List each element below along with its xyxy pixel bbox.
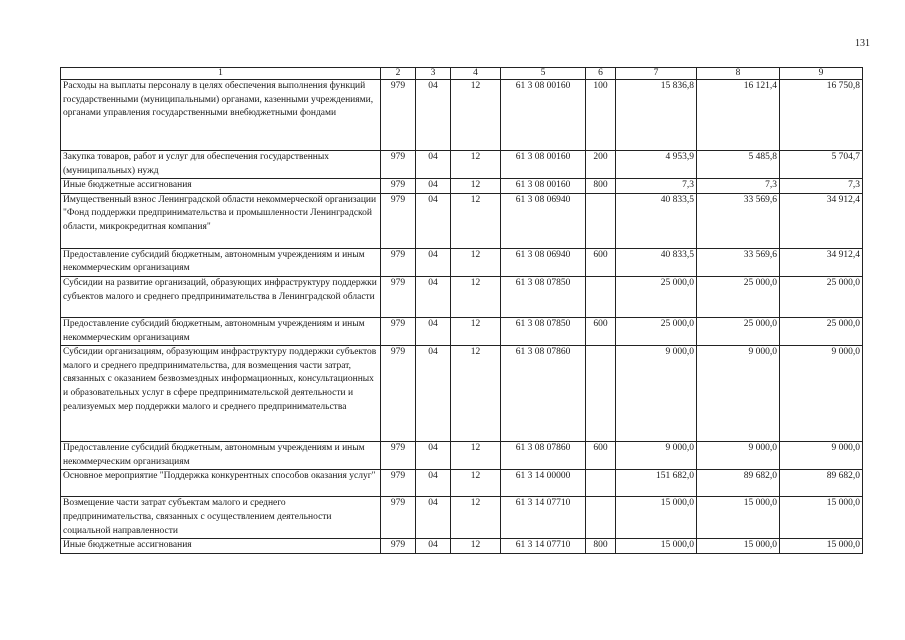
header-row [61,68,863,80]
section-cell: 04 [416,80,451,151]
amount-col8-cell: 15 000,0 [697,539,780,554]
row-name-cell: Иные бюджетные ассигнования [61,179,381,194]
expense-type-cell [586,193,616,248]
expense-type-cell: 800 [586,539,616,554]
grbs-cell: 979 [381,179,416,194]
amount-col8-cell: 89 682,0 [697,470,780,497]
amount-col7-cell: 25 000,0 [616,276,697,317]
expense-type-cell [586,346,616,442]
subsection-cell: 12 [451,276,501,317]
grbs-cell: 979 [381,80,416,151]
row-name-cell: Субсидии на развитие организаций, образующих инфраструктуру поддержки субъектов малого и среднего предпринимательства в Ленинградской области [61,276,381,317]
amount-col9-cell: 15 000,0 [780,539,863,554]
subsection-cell: 12 [451,539,501,554]
target-article-cell: 61 3 08 07850 [501,317,586,345]
row-name-cell: Иные бюджетные ассигнования [61,539,381,554]
amount-col9-cell: 15 000,0 [780,497,863,539]
row-name-cell: Возмещение части затрат субъектам малого и среднего предпринимательства, связанных с осуществлением деятельности социальной направленности [61,497,381,539]
subsection-cell: 12 [451,179,501,194]
target-article-cell: 61 3 08 00160 [501,179,586,194]
target-article-cell: 61 3 14 07710 [501,497,586,539]
column-header-5: 5 [501,68,586,80]
grbs-cell: 979 [381,442,416,470]
row-name-cell: Расходы на выплаты персоналу в целях обеспечения выполнения функций государственными (муниципальными) органами, казенными учреждениями, органами управления государственными внебюджетными фондами [61,80,381,151]
amount-col8-cell: 25 000,0 [697,317,780,345]
amount-col7-cell: 9 000,0 [616,346,697,442]
table-row [61,346,863,442]
row-name-cell: Предоставление субсидий бюджетным, автономным учреждениям и иным некоммерческим организациям [61,442,381,470]
amount-col7-cell: 7,3 [616,179,697,194]
budget-table [60,67,863,554]
table-row [61,317,863,345]
section-cell: 04 [416,179,451,194]
grbs-cell: 979 [381,346,416,442]
amount-col8-cell: 16 121,4 [697,80,780,151]
amount-col8-cell: 9 000,0 [697,442,780,470]
expense-type-cell: 600 [586,317,616,345]
amount-col8-cell: 25 000,0 [697,276,780,317]
amount-col9-cell: 7,3 [780,179,863,194]
amount-col9-cell: 34 912,4 [780,193,863,248]
section-cell: 04 [416,317,451,345]
table-row [61,179,863,194]
expense-type-cell [586,276,616,317]
table-row [61,80,863,151]
expense-type-cell: 600 [586,248,616,276]
target-article-cell: 61 3 14 00000 [501,470,586,497]
column-header-3: 3 [416,68,451,80]
amount-col7-cell: 9 000,0 [616,442,697,470]
table-row [61,470,863,497]
column-header-9: 9 [780,68,863,80]
amount-col8-cell: 15 000,0 [697,497,780,539]
amount-col9-cell: 34 912,4 [780,248,863,276]
amount-col8-cell: 5 485,8 [697,151,780,179]
table-row [61,151,863,179]
expense-type-cell [586,497,616,539]
section-cell: 04 [416,470,451,497]
grbs-cell: 979 [381,539,416,554]
amount-col7-cell: 40 833,5 [616,193,697,248]
expense-type-cell: 800 [586,179,616,194]
subsection-cell: 12 [451,248,501,276]
subsection-cell: 12 [451,346,501,442]
target-article-cell: 61 3 08 00160 [501,80,586,151]
target-article-cell: 61 3 08 07850 [501,276,586,317]
table-row [61,497,863,539]
row-name-cell: Субсидии организациям, образующим инфраструктуру поддержки субъектов малого и среднего предпринимательства, для возмещения части затрат, связанных с оказанием безвозмездных информационных, консультационных и образовательных услуг в сфере предпринимательской деятельности и реализуемых мер поддержки малого и среднего предпринимательства [61,346,381,442]
row-name-cell: Предоставление субсидий бюджетным, автономным учреждениям и иным некоммерческим организациям [61,317,381,345]
amount-col7-cell: 25 000,0 [616,317,697,345]
row-name-cell: Закупка товаров, работ и услуг для обеспечения государственных (муниципальных) нужд [61,151,381,179]
amount-col9-cell: 9 000,0 [780,346,863,442]
section-cell: 04 [416,539,451,554]
table-row [61,442,863,470]
amount-col8-cell: 33 569,6 [697,248,780,276]
grbs-cell: 979 [381,151,416,179]
amount-col8-cell: 9 000,0 [697,346,780,442]
target-article-cell: 61 3 08 07860 [501,346,586,442]
target-article-cell: 61 3 08 00160 [501,151,586,179]
table-row [61,248,863,276]
amount-col9-cell: 25 000,0 [780,317,863,345]
grbs-cell: 979 [381,317,416,345]
column-header-2: 2 [381,68,416,80]
expense-type-cell: 600 [586,442,616,470]
subsection-cell: 12 [451,151,501,179]
column-header-4: 4 [451,68,501,80]
table-row [61,193,863,248]
page-number: 131 [855,38,870,49]
expense-type-cell: 200 [586,151,616,179]
row-name-cell: Основное мероприятие "Поддержка конкурентных способов оказания услуг" [61,470,381,497]
amount-col7-cell: 15 000,0 [616,539,697,554]
section-cell: 04 [416,193,451,248]
grbs-cell: 979 [381,248,416,276]
target-article-cell: 61 3 08 07860 [501,442,586,470]
expense-type-cell [586,470,616,497]
amount-col7-cell: 40 833,5 [616,248,697,276]
section-cell: 04 [416,497,451,539]
subsection-cell: 12 [451,193,501,248]
table-body [61,80,863,554]
amount-col7-cell: 15 836,8 [616,80,697,151]
subsection-cell: 12 [451,470,501,497]
subsection-cell: 12 [451,317,501,345]
table-row [61,539,863,554]
amount-col7-cell: 4 953,9 [616,151,697,179]
amount-col7-cell: 151 682,0 [616,470,697,497]
column-header-1: 1 [61,68,381,80]
expense-type-cell: 100 [586,80,616,151]
amount-col8-cell: 7,3 [697,179,780,194]
subsection-cell: 12 [451,497,501,539]
column-header-7: 7 [616,68,697,80]
target-article-cell: 61 3 08 06940 [501,193,586,248]
amount-col9-cell: 89 682,0 [780,470,863,497]
amount-col9-cell: 25 000,0 [780,276,863,317]
section-cell: 04 [416,442,451,470]
section-cell: 04 [416,151,451,179]
subsection-cell: 12 [451,442,501,470]
target-article-cell: 61 3 14 07710 [501,539,586,554]
section-cell: 04 [416,276,451,317]
grbs-cell: 979 [381,193,416,248]
grbs-cell: 979 [381,276,416,317]
grbs-cell: 979 [381,470,416,497]
column-header-8: 8 [697,68,780,80]
grbs-cell: 979 [381,497,416,539]
row-name-cell: Предоставление субсидий бюджетным, автономным учреждениям и иным некоммерческим организациям [61,248,381,276]
section-cell: 04 [416,248,451,276]
amount-col9-cell: 5 704,7 [780,151,863,179]
amount-col8-cell: 33 569,6 [697,193,780,248]
amount-col9-cell: 16 750,8 [780,80,863,151]
target-article-cell: 61 3 08 06940 [501,248,586,276]
column-header-6: 6 [586,68,616,80]
row-name-cell: Имущественный взнос Ленинградской области некоммерческой организации "Фонд поддержки предпринимательства и промышленности Ленинградской области, микрокредитная компания" [61,193,381,248]
subsection-cell: 12 [451,80,501,151]
section-cell: 04 [416,346,451,442]
amount-col9-cell: 9 000,0 [780,442,863,470]
table-row [61,276,863,317]
amount-col7-cell: 15 000,0 [616,497,697,539]
